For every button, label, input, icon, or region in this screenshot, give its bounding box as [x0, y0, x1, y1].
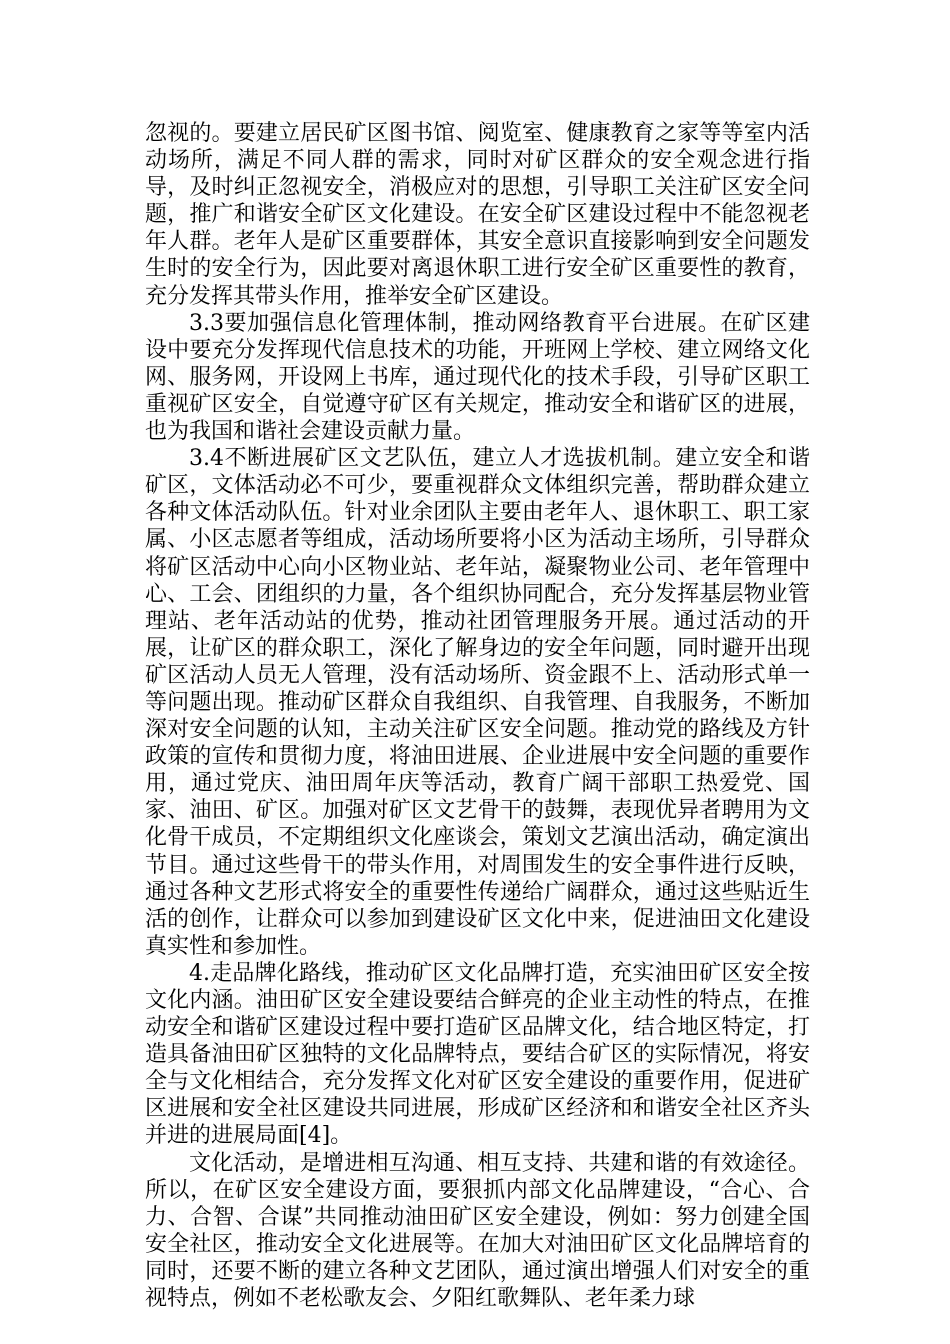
paragraph-section-3-4: 3.4不断进展矿区文艺队伍，建立人才选拔机制。建立安全和谐矿区，文体活动必不可少，要重视群众文体组织完善，帮助群众建立各种文体活动队伍。针对业余团队主要由老年人、退休职工、职工家属、小区志愿者等组成，活动场所要将小区为活动主场所，引导群众将矿区活动中心向小区物业站、老年站，凝聚物业公司、老年管理中心、工会、团组织的力量，各个组织协同配合，充分发挥基层物业管理站、老年活动站的优势，推动社团管理服务开展。通过活动的开展，让矿区的群众职工，深化了解身边的安全年问题，同时避开出现矿区活动人员无人管理，没有活动场所、资金跟不上、活动形式单一等问题出现。推动矿区群众自我组织、自我管理、自我服务，不断加深对安全问题的认知，主动关注矿区安全问题。推动党的路线及方针政策的宣传和贯彻力度，将油田进展、企业进展中安全问题的重要作用，通过党庆、油田周年庆等活动，教育广阔干部职工热爱党、国家、油田、矿区。加强对矿区文艺骨干的鼓舞，表现优异者聘用为文化骨干成员，不定期组织文化座谈会，策划文艺演出活动，确定演出节目。通过这些骨干的带头作用，对周围发生的安全事件进行反映，通过各种文艺形式将安全的重要性传递给广阔群众，通过这些贴近生活的创作，让群众可以参加到建设矿区文化中来，促进油田文化建设真实性和参加性。: [145, 446, 810, 959]
paragraph-cultural-activities: 文化活动，是增进相互沟通、相互支持、共建和谐的有效途径。所以，在矿区安全建设方面，要狠抓内部文化品牌建设，“合心、合力、合智、合谋”共同推动油田矿区安全建设，例如：努力创建全国安全社区，推动安全文化进展等。在加大对油田矿区文化品牌培育的同时，还要不断的建立各种文艺团队，通过演出增强人们对安全的重视特点，例如不老松歌友会、夕阳红歌舞队、老年柔力球: [145, 1150, 810, 1312]
document-body: [145, 120, 810, 1312]
paragraph-section-3-3: 3.3要加强信息化管理体制，推动网络教育平台进展。在矿区建设中要充分发挥现代信息技术的功能，开班网上学校、建立网络文化网、服务网，开设网上书库，通过现代化的技术手段，引导矿区职工重视矿区安全，自觉遵守矿区有关规定，推动安全和谐矿区的进展，也为我国和谐社会建设贡献力量。: [145, 310, 810, 445]
paragraph-intro-continuation: 忽视的。要建立居民矿区图书馆、阅览室、健康教育之家等等室内活动场所，满足不同人群的需求，同时对矿区群众的安全观念进行指导，及时纠正忽视安全，消极应对的思想，引导职工关注矿区安全问题，推广和谐安全矿区文化建设。在安全矿区建设过程中不能忽视老年人群。老年人是矿区重要群体，其安全意识直接影响到安全问题发生时的安全行为，因此要对离退休职工进行安全矿区重要性的教育，充分发挥其带头作用，推举安全矿区建设。: [145, 121, 810, 309]
paragraph-section-4: 4.走品牌化路线，推动矿区文化品牌打造，充实油田矿区安全按文化内涵。油田矿区安全建设要结合鲜亮的企业主动性的特点，在推动安全和谐矿区建设过程中要打造矿区品牌文化，结合地区特定，打造具备油田矿区独特的文化品牌特点，要结合矿区的实际情况，将安全与文化相结合，充分发挥文化对矿区安全建设的重要作用，促进矿区进展和安全社区建设共同进展，形成矿区经济和和谐安全社区齐头并进的进展局面[4]。: [145, 960, 810, 1149]
